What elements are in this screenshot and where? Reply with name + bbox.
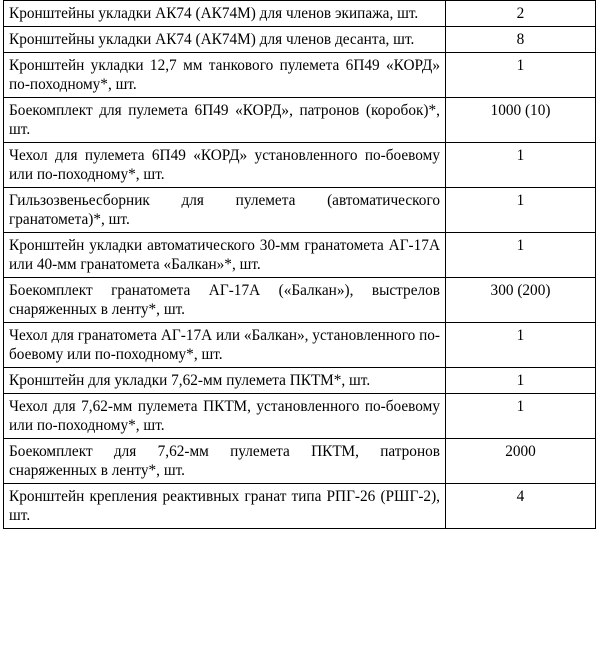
item-quantity-cell: 1	[446, 53, 596, 98]
item-quantity-cell: 2000	[446, 439, 596, 484]
item-name-cell: Боекомплект для 7,62-мм пулемета ПКТМ, патронов снаряженных в ленту*, шт.	[4, 439, 446, 484]
item-name-cell: Чехол для 7,62-мм пулемета ПКТМ, установленного по-боевому или по-походному*, шт.	[4, 394, 446, 439]
table-row	[4, 233, 596, 278]
table-row	[4, 27, 596, 53]
table-row	[4, 1, 596, 27]
item-name-cell: Кронштейны укладки АК74 (АК74М) для членов экипажа, шт.	[4, 1, 446, 27]
item-quantity-cell: 1	[446, 394, 596, 439]
item-name-cell: Кронштейны укладки АК74 (АК74М) для членов десанта, шт.	[4, 27, 446, 53]
item-name-cell: Чехол для пулемета 6П49 «КОРД» установленного по-боевому или по-походному*, шт.	[4, 143, 446, 188]
equipment-table	[3, 0, 596, 529]
table-row	[4, 368, 596, 394]
item-name-cell: Кронштейн крепления реактивных гранат типа РПГ-26 (РШГ-2), шт.	[4, 484, 446, 529]
table-row	[4, 394, 596, 439]
item-name-cell: Чехол для гранатомета АГ-17А или «Балкан», установленного по-боевому или по-походному*, шт.	[4, 323, 446, 368]
table-row	[4, 278, 596, 323]
item-quantity-cell: 1	[446, 368, 596, 394]
item-quantity-cell: 1	[446, 188, 596, 233]
item-quantity-cell: 8	[446, 27, 596, 53]
item-name-cell: Кронштейн укладки автоматического 30-мм гранатомета АГ-17А или 40-мм гранатомета «Балкан»*, шт.	[4, 233, 446, 278]
table-row	[4, 484, 596, 529]
table-row	[4, 143, 596, 188]
table-row	[4, 439, 596, 484]
item-quantity-cell: 1000 (10)	[446, 98, 596, 143]
item-quantity-cell: 1	[446, 233, 596, 278]
equipment-table-body	[4, 1, 596, 529]
item-name-cell: Боекомплект гранатомета АГ-17А («Балкан»), выстрелов снаряженных в ленту*, шт.	[4, 278, 446, 323]
item-quantity-cell: 2	[446, 1, 596, 27]
item-quantity-cell: 300 (200)	[446, 278, 596, 323]
table-row	[4, 53, 596, 98]
table-row	[4, 188, 596, 233]
item-quantity-cell: 1	[446, 143, 596, 188]
table-row	[4, 98, 596, 143]
item-name-cell: Кронштейн для укладки 7,62-мм пулемета ПКТМ*, шт.	[4, 368, 446, 394]
item-name-cell: Боекомплект для пулемета 6П49 «КОРД», патронов (коробок)*, шт.	[4, 98, 446, 143]
item-quantity-cell: 1	[446, 323, 596, 368]
item-quantity-cell: 4	[446, 484, 596, 529]
table-row	[4, 323, 596, 368]
item-name-cell: Гильзозвеньесборник для пулемета (автоматического гранатомета)*, шт.	[4, 188, 446, 233]
item-name-cell: Кронштейн укладки 12,7 мм танкового пулемета 6П49 «КОРД» по-походному*, шт.	[4, 53, 446, 98]
